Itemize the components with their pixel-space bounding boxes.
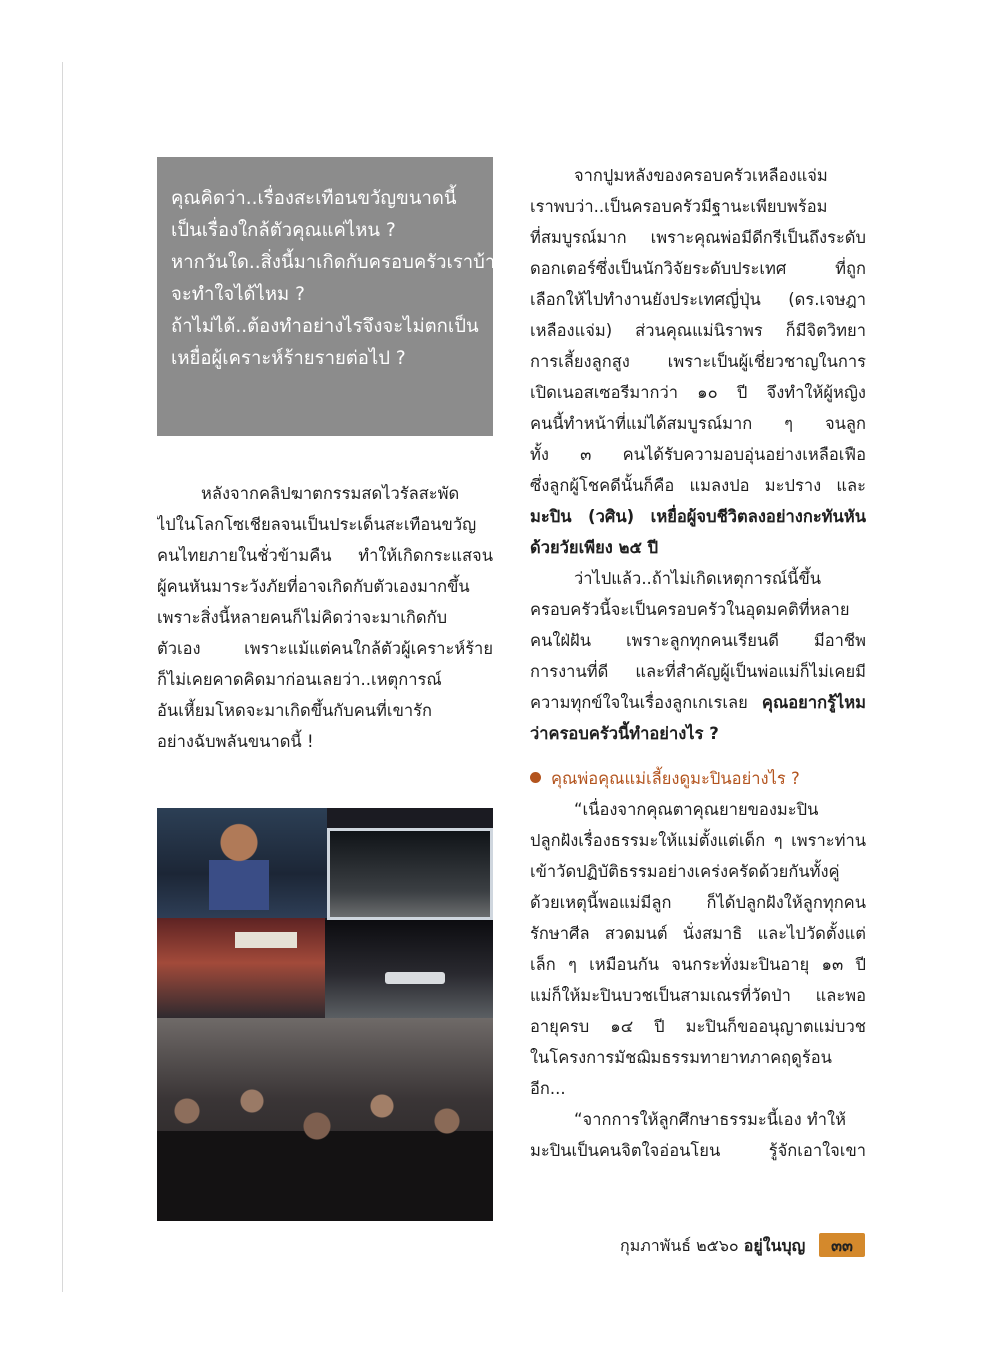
right-column-text (530, 160, 866, 1166)
text-line: คนไทยภายในชั่วข้ามคืน ทำให้เกิดกระแสจน (157, 546, 493, 565)
bold-text-segment: คุณอยากรู้ไหม (761, 693, 866, 712)
text-line: ในโครงการมัชฌิมธรรมทายาทภาคฤดูร้อน (530, 1048, 832, 1067)
text-line: แม่ก็ให้มะปินบวชเป็นสามเณรที่วัดป่า และพอ (530, 986, 866, 1005)
page-binding-line (62, 62, 63, 1292)
bold-text-line: ด้วยวัยเพียง ๒๕ ปี (530, 538, 659, 557)
text-line: ทั้ง ๓ คนได้รับความอบอุ่นอย่างเหลือเฟือ (530, 445, 866, 464)
news-photo-collage (157, 808, 493, 1221)
page-number-badge: ๓๓ (819, 1233, 865, 1257)
text-line: เพราะสิ่งนี้หลายคนก็ไม่คิดว่าจะมาเกิดกับ (157, 608, 448, 627)
section-heading-text: คุณพ่อคุณแม่เลี้ยงดูมะปินอย่างไร ? (551, 769, 800, 788)
bold-text-line: มะปิน (วศิน) เหยื่อผู้จบชีวิตลงอย่างกะทันหัน (530, 507, 866, 526)
text-line: ว่าไปแล้ว..ถ้าไม่เกิดเหตุการณ์นี้ขึ้น (574, 569, 822, 588)
section-heading (530, 763, 866, 794)
text-line: อายุครบ ๑๔ ปี มะปินก็ขออนุญาตแม่บวช (530, 1017, 866, 1036)
text-line: ที่สมบูรณ์มาก เพราะคุณพ่อมีดีกรีเป็นถึงระดับ (530, 228, 866, 247)
callout-box (157, 157, 505, 436)
text-line: คนนี้ทำหน้าที่แม่ได้สมบูรณ์มาก ๆ จนลูก (530, 414, 866, 433)
text-line: เลือกให้ไปทำงานยังประเทศญี่ปุ่น (ดร.เจษฎา (530, 290, 866, 309)
bullet-icon (530, 772, 541, 783)
cctv-screen-image (327, 828, 493, 920)
text-line: “เนื่องจากคุณตาคุณยายของมะปิน (574, 800, 819, 819)
text-line: การงานที่ดี และที่สำคัญผู้เป็นพ่อแม่ก็ไม่เคยมี (530, 662, 866, 681)
text-line: ครอบครัวนี้จะเป็นครอบครัวในอุดมคติที่หลาย (530, 600, 850, 619)
crowd-scene-image (157, 1018, 493, 1221)
footer-issue (620, 1233, 805, 1259)
text-line: เราพบว่า..เป็นครอบครัวมีฐานะเพียบพร้อม (530, 197, 828, 216)
text-line: อีก... (530, 1079, 566, 1098)
text-line: คนใฝ่ฝัน เพราะลูกทุกคนเรียนดี มีอาชีพ (530, 631, 866, 650)
text-line: ด้วยเหตุนี้พอแม่มีลูก ก็ได้ปลูกฝังให้ลูกทุกคน (530, 893, 866, 912)
text-line: เข้าวัดปฏิบัติธรรมอย่างเคร่งครัดด้วยกันทั้งคู่ (530, 862, 840, 881)
text-line: ก็ไม่เคยคาดคิดมาก่อนเลยว่า..เหตุการณ์ (157, 670, 442, 689)
text-line: เหลืองแจ่ม) ส่วนคุณแม่นิราพร ก็มีจิตวิทยา (530, 321, 866, 340)
text-line: เล็ก ๆ เหมือนกัน จนกระทั่งมะปินอายุ ๑๓ ปี (530, 955, 866, 974)
callout-line: จะทำใจได้ไหม ? (171, 284, 305, 305)
page-footer (590, 1233, 865, 1259)
text-line: หลังจากคลิปฆาตกรรมสดไวรัลสะพัด (201, 484, 460, 503)
night-road-scene-image (325, 920, 493, 1018)
text-line: ซึ่งลูกผู้โชคดีนั้นก็คือ แมลงปอ มะปราง และ (530, 476, 866, 495)
text-line: “จากการให้ลูกศึกษาธรรมะนี้เอง ทำให้ (574, 1110, 846, 1129)
text-line: การเลี้ยงลูกสูง เพราะเป็นผู้เชี่ยวชาญในการ (530, 352, 866, 371)
text-line: ดอกเตอร์ซึ่งเป็นนักวิจัยระดับประเทศ ที่ถูก (530, 259, 866, 278)
issue-date: กุมภาพันธ์ ๒๕๖๐ (620, 1236, 739, 1255)
text-line: อันเหี้ยมโหดจะมาเกิดขึ้นกับคนที่เขารัก (157, 701, 432, 720)
text-line: ผู้คนหันมาระวังภัยที่อาจเกิดกับตัวเองมากขึ้น (157, 577, 470, 596)
text-line: เปิดเนอสเซอรีมากว่า ๑๐ ปี จึงทำให้ผู้หญิง (530, 383, 866, 402)
bold-text-line: ว่าครอบครัวนี้ทำอย่างไร ? (530, 724, 719, 743)
text-line: จากปูมหลังของครอบครัวเหลืองแจ่ม (574, 166, 828, 185)
text-line: อย่างฉับพลันขนาดนี้ ! (157, 732, 314, 751)
mixed-text-line (530, 687, 866, 718)
suspect-portrait-image (157, 808, 327, 918)
callout-line: เป็นเรื่องใกล้ตัวคุณแค่ไหน ? (171, 220, 396, 241)
text-line: มะปินเป็นคนจิตใจอ่อนโยน รู้จักเอาใจเขา (530, 1141, 866, 1160)
magazine-name: อยู่ในบุญ (743, 1236, 806, 1255)
text-line: ไปในโลกโซเชียลจนเป็นประเด็นสะเทือนขวัญ (157, 515, 477, 534)
callout-line: ถ้าไม่ได้..ต้องทำอย่างไรจึงจะไม่ตกเป็น (171, 316, 479, 337)
text-line: ตัวเอง เพราะแม้แต่คนใกล้ตัวผู้เคราะห์ร้าย (157, 639, 493, 658)
text-segment: ความทุกข์ใจในเรื่องลูกเกเรเลย (530, 693, 762, 712)
callout-line: คุณคิดว่า..เรื่องสะเทือนขวัญขนาดนี้ (171, 188, 457, 209)
news-broadcast-image (157, 918, 325, 1018)
text-line: รักษาศีล สวดมนต์ นั่งสมาธิ และไปวัดตั้งแต่ (530, 924, 866, 943)
callout-line: เหยื่อผู้เคราะห์ร้ายรายต่อไป ? (171, 348, 406, 369)
left-column-text (157, 478, 493, 757)
callout-line: หากวันใด..สิ่งนี้มาเกิดกับครอบครัวเราบ้าง (171, 252, 505, 273)
text-line: ปลูกฝังเรื่องธรรมะให้แม่ตั้งแต่เด็ก ๆ เพราะท่าน (530, 831, 866, 850)
